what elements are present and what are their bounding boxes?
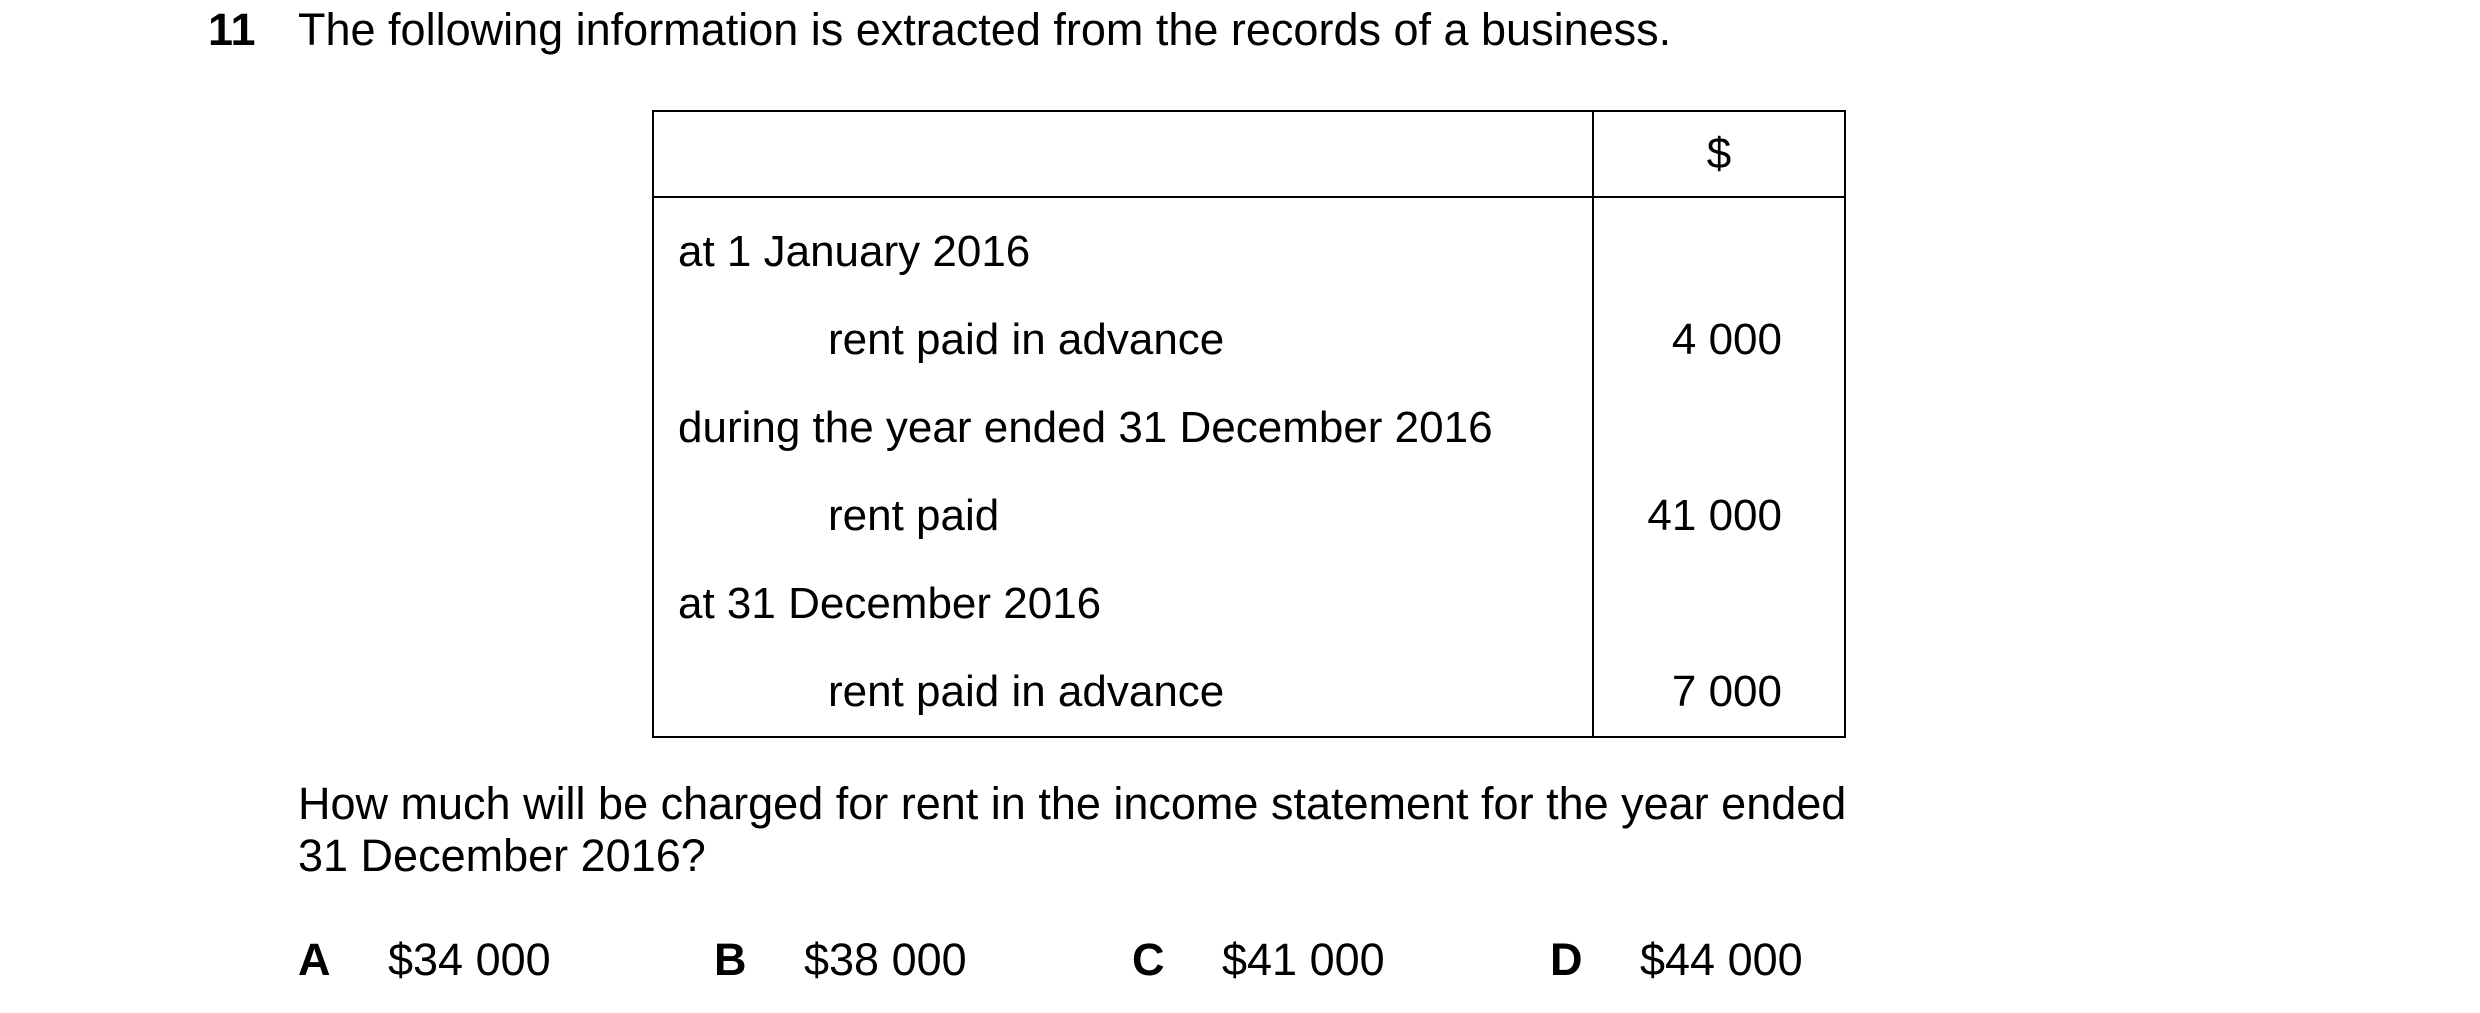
- row-amount: [1593, 197, 1845, 296]
- row-label: at 31 December 2016: [653, 560, 1593, 648]
- row-label: during the year ended 31 December 2016: [653, 384, 1593, 472]
- row-amount: 41 000: [1593, 472, 1845, 560]
- option-c-letter[interactable]: C: [1132, 934, 1165, 985]
- option-c-value[interactable]: $41 000: [1222, 934, 1385, 985]
- table-row: [653, 197, 1845, 296]
- records-table: [652, 110, 1846, 738]
- row-amount: [1593, 560, 1845, 648]
- row-label: rent paid in advance: [653, 296, 1593, 384]
- row-amount: 4 000: [1593, 296, 1845, 384]
- row-label: at 1 January 2016: [653, 197, 1593, 296]
- question-prompt-line2: 31 December 2016?: [298, 830, 706, 881]
- question-stem: The following information is extracted from the records of a business.: [298, 4, 1672, 55]
- currency-header: $: [1593, 111, 1845, 197]
- question-number: 11: [208, 4, 256, 55]
- answer-options: [0, 930, 2480, 990]
- question-prompt-line1: How much will be charged for rent in the income statement for the year ended: [298, 778, 1847, 829]
- option-b-value[interactable]: $38 000: [804, 934, 967, 985]
- table-row: [653, 472, 1845, 560]
- table-row: [653, 296, 1845, 384]
- table-header-row: [653, 111, 1845, 197]
- header-blank-cell: [653, 111, 1593, 197]
- option-d-letter[interactable]: D: [1550, 934, 1583, 985]
- row-label: rent paid: [653, 472, 1593, 560]
- table-row: [653, 560, 1845, 648]
- row-label: rent paid in advance: [653, 648, 1593, 737]
- table-row: [653, 648, 1845, 737]
- row-amount: [1593, 384, 1845, 472]
- question-prompt: [298, 778, 2298, 882]
- option-a-letter[interactable]: A: [298, 934, 331, 985]
- table-row: [653, 384, 1845, 472]
- row-amount: 7 000: [1593, 648, 1845, 737]
- option-b-letter[interactable]: B: [714, 934, 747, 985]
- option-a-value[interactable]: $34 000: [388, 934, 551, 985]
- option-d-value[interactable]: $44 000: [1640, 934, 1803, 985]
